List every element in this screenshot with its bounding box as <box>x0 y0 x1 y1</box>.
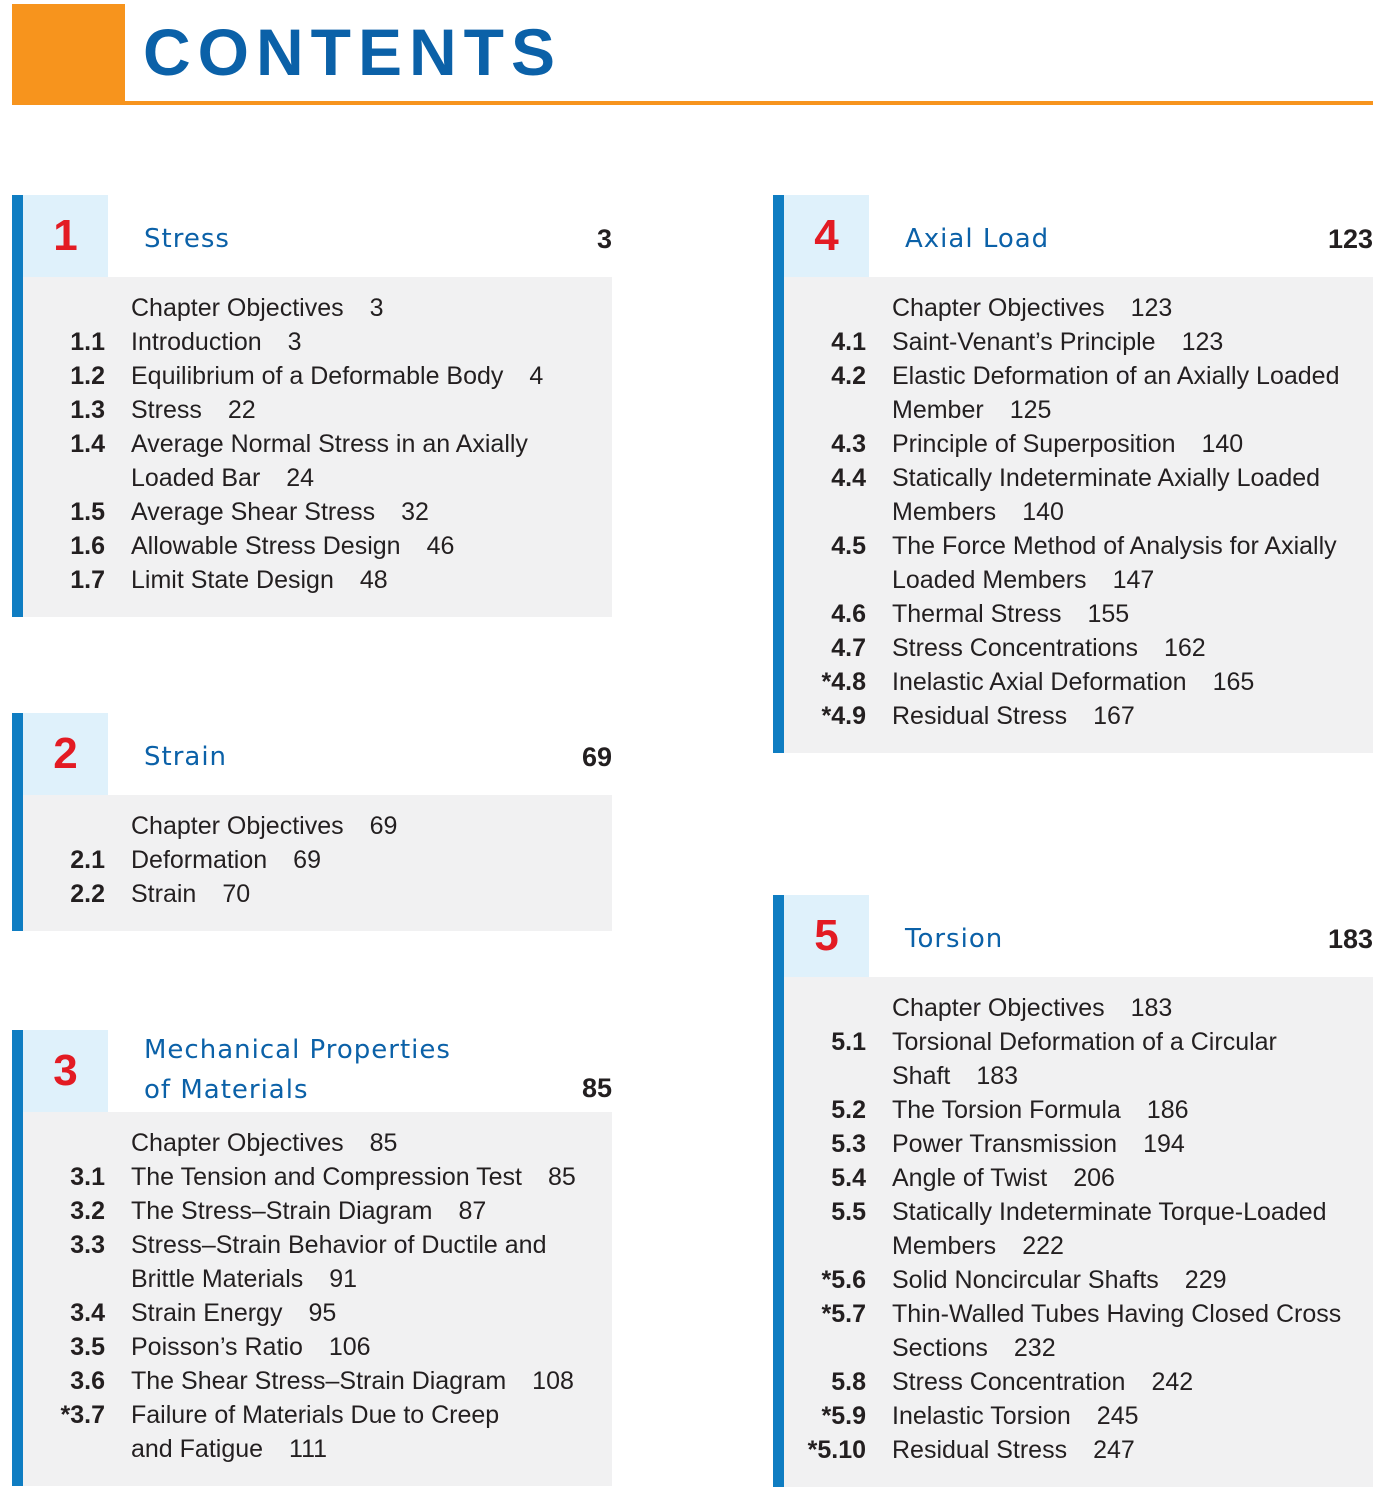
chapter-block-2 <box>12 713 612 931</box>
section-title <box>892 1161 1115 1195</box>
section-page-number: 222 <box>1022 1232 1064 1260</box>
chapter-blue-bar <box>773 895 784 1487</box>
chapter-sections-panel <box>784 277 1373 753</box>
chapter-title: Strain <box>144 742 228 772</box>
section-title-text: Chapter Objectives <box>131 294 344 322</box>
section-number: 4.5 <box>831 532 866 560</box>
chapter-title: Stress <box>144 224 230 254</box>
section-number: 3.3 <box>70 1231 105 1259</box>
section-number: 5.8 <box>831 1368 866 1396</box>
section-title <box>892 631 1206 665</box>
section-number: 3.6 <box>70 1367 105 1395</box>
toc-entry-objectives[interactable] <box>784 291 1373 325</box>
section-page-number: 140 <box>1022 498 1064 526</box>
section-number: *5.6 <box>821 1266 866 1294</box>
section-page-number: 229 <box>1184 1266 1227 1294</box>
toc-entry[interactable] <box>784 529 1373 597</box>
section-number: 4.1 <box>831 328 866 356</box>
section-page-number: 167 <box>1093 702 1135 730</box>
section-title <box>131 427 528 461</box>
section-number: 5.3 <box>831 1130 866 1158</box>
section-number: *4.9 <box>821 702 866 730</box>
section-title <box>131 291 384 325</box>
section-page-number: 242 <box>1151 1368 1194 1396</box>
section-title-text: Deformation <box>131 846 268 874</box>
section-title-text: Stress–Strain Behavior of Ductile and <box>131 1231 547 1259</box>
chapter-blue-bar <box>12 1030 23 1486</box>
chapter-title: Torsion <box>905 924 1004 954</box>
toc-entry[interactable] <box>784 359 1373 427</box>
section-title <box>131 1262 357 1296</box>
section-page-number: 183 <box>1130 994 1173 1022</box>
section-title-text: Statically Indeterminate Axially Loaded <box>892 464 1321 492</box>
section-title-text: Shaft <box>892 1062 951 1090</box>
section-page-number: 4 <box>529 362 544 390</box>
chapter-number: 3 <box>53 1046 78 1095</box>
chapter-number: 1 <box>53 211 78 260</box>
section-title-text: Statically Indeterminate Torque-Loaded <box>892 1198 1327 1226</box>
toc-entry[interactable] <box>23 393 612 427</box>
chapter-page-number: 123 <box>1327 224 1373 254</box>
section-page-number: 3 <box>287 328 302 356</box>
section-number: *3.7 <box>60 1401 105 1429</box>
toc-entry[interactable] <box>23 1398 612 1466</box>
toc-entry[interactable] <box>784 1127 1373 1161</box>
toc-entry[interactable] <box>784 1263 1373 1297</box>
section-title-text: Chapter Objectives <box>131 812 344 840</box>
section-title-text: Stress Concentration <box>892 1368 1126 1396</box>
section-page-number: 69 <box>293 846 321 874</box>
section-title-text: The Tension and Compression Test <box>131 1163 522 1191</box>
section-page-number: 155 <box>1087 600 1130 628</box>
section-page-number: 106 <box>328 1333 371 1361</box>
section-title <box>892 461 1320 495</box>
section-number: 1.5 <box>70 498 105 526</box>
section-page-number: 111 <box>289 1435 328 1463</box>
section-title-text: Stress <box>131 396 202 424</box>
chapter-blue-bar <box>773 195 784 753</box>
toc-entry-objectives[interactable] <box>23 1126 612 1160</box>
chapter-block-5 <box>773 895 1373 1487</box>
chapter-page-number: 69 <box>581 742 612 772</box>
section-title-text: Chapter Objectives <box>892 994 1105 1022</box>
section-page-number: 24 <box>286 464 315 492</box>
section-page-number: 87 <box>458 1197 487 1225</box>
section-title <box>131 877 250 911</box>
section-title-text: Limit State Design <box>131 566 334 594</box>
chapter-block-3 <box>12 1030 612 1486</box>
chapter-block-4 <box>773 195 1373 753</box>
section-page-number: 147 <box>1112 566 1155 594</box>
section-page-number: 247 <box>1093 1436 1135 1464</box>
chapter-sections-panel <box>23 1112 612 1486</box>
section-title <box>892 359 1339 393</box>
toc-entry[interactable] <box>23 563 612 597</box>
toc-entry[interactable] <box>23 427 612 495</box>
section-page-number: 85 <box>369 1129 398 1157</box>
section-number: 1.7 <box>70 566 105 594</box>
toc-entry[interactable] <box>784 1399 1373 1433</box>
section-number: 4.7 <box>831 634 866 662</box>
section-title <box>892 1195 1327 1229</box>
section-title <box>131 461 314 495</box>
section-title-text: Inelastic Torsion <box>892 1402 1071 1430</box>
section-number: *5.10 <box>807 1436 866 1464</box>
section-page-number: 70 <box>222 880 251 908</box>
section-title <box>131 1330 371 1364</box>
section-title-text: Chapter Objectives <box>131 1129 344 1157</box>
chapter-block-1 <box>12 195 612 617</box>
section-title <box>892 1127 1185 1161</box>
section-page-number: 162 <box>1163 634 1206 662</box>
section-number: 3.2 <box>70 1197 105 1225</box>
section-title-text: Strain <box>131 880 197 908</box>
chapter-number: 5 <box>814 911 839 960</box>
section-title <box>892 495 1064 529</box>
toc-entry[interactable] <box>784 1161 1373 1195</box>
section-number: 1.6 <box>70 532 105 560</box>
section-title <box>892 1059 1018 1093</box>
section-title-text: Angle of Twist <box>892 1164 1048 1192</box>
toc-entry[interactable] <box>23 877 612 911</box>
section-title-text: Torsional Deformation of a Circular <box>892 1028 1277 1056</box>
section-title-text: Members <box>892 1232 997 1260</box>
section-title-text: Average Normal Stress in an Axially <box>131 430 528 458</box>
section-title-text: Poisson’s Ratio <box>131 1333 303 1361</box>
toc-entry-objectives[interactable] <box>23 291 612 325</box>
section-title <box>131 809 397 843</box>
section-page-number: 245 <box>1096 1402 1139 1430</box>
chapter-page-number: 3 <box>596 224 612 254</box>
section-page-number: 206 <box>1073 1164 1115 1192</box>
section-number: 5.5 <box>831 1198 866 1226</box>
section-title-text: Loaded Bar <box>131 464 261 492</box>
toc-entry[interactable] <box>23 359 612 393</box>
section-title <box>892 563 1154 597</box>
toc-entry[interactable] <box>784 1365 1373 1399</box>
section-title-text: Introduction <box>131 328 262 356</box>
page-title: CONTENTS <box>143 15 562 89</box>
toc-entry[interactable] <box>23 1160 612 1194</box>
section-title <box>892 1433 1135 1467</box>
chapter-title: Axial Load <box>905 224 1050 254</box>
section-title <box>892 1331 1056 1365</box>
section-title-text: Average Shear Stress <box>131 498 376 526</box>
section-title <box>131 1194 486 1228</box>
section-title <box>892 699 1135 733</box>
section-title-text: Loaded Members <box>892 566 1087 594</box>
section-title <box>892 1297 1341 1331</box>
section-title-text: Saint-Venant’s Principle <box>892 328 1156 356</box>
section-title-text: The Torsion Formula <box>892 1096 1121 1124</box>
section-title <box>892 665 1254 699</box>
section-title-text: Stress Concentrations <box>892 634 1138 662</box>
section-page-number: 186 <box>1146 1096 1189 1124</box>
chapter-blue-bar <box>12 195 23 617</box>
section-title-text: Thermal Stress <box>892 600 1062 628</box>
section-title-text: Members <box>892 498 997 526</box>
chapter-page-number: 183 <box>1327 924 1373 954</box>
section-page-number: 123 <box>1181 328 1224 356</box>
section-number: 4.4 <box>831 464 866 492</box>
chapter-title: of Materials <box>144 1075 309 1105</box>
chapter-blue-bar <box>12 713 23 931</box>
section-title-text: Principle of Superposition <box>892 430 1176 458</box>
section-title <box>131 393 256 427</box>
section-page-number: 232 <box>1013 1334 1056 1362</box>
section-title <box>892 393 1051 427</box>
section-title <box>892 1229 1064 1263</box>
section-number: 5.4 <box>831 1164 866 1192</box>
toc-entry[interactable] <box>23 529 612 563</box>
section-number: 1.2 <box>70 362 105 390</box>
section-title <box>892 427 1243 461</box>
toc-entry[interactable] <box>23 1364 612 1398</box>
chapter-number: 4 <box>814 211 839 260</box>
section-page-number: 123 <box>1130 294 1173 322</box>
section-title-text: Solid Noncircular Shafts <box>892 1266 1159 1294</box>
section-title <box>892 1263 1227 1297</box>
section-page-number: 125 <box>1009 396 1052 424</box>
section-page-number: 108 <box>532 1367 574 1395</box>
section-title <box>131 1364 574 1398</box>
section-title-text: Failure of Materials Due to Creep <box>131 1401 500 1429</box>
section-page-number: 140 <box>1201 430 1244 458</box>
toc-entry[interactable] <box>784 665 1373 699</box>
section-title-text: Inelastic Axial Deformation <box>892 668 1187 696</box>
section-number: 3.4 <box>70 1299 105 1327</box>
section-page-number: 46 <box>426 532 455 560</box>
section-title-text: Sections <box>892 1334 988 1362</box>
header-orange-block <box>12 4 125 105</box>
section-number: 4.6 <box>831 600 866 628</box>
section-title <box>131 1398 499 1432</box>
section-title <box>131 843 321 877</box>
section-page-number: 85 <box>547 1163 576 1191</box>
toc-entry[interactable] <box>23 1330 612 1364</box>
section-title-text: Equilibrium of a Deformable Body <box>131 362 504 390</box>
section-number: *5.7 <box>821 1300 866 1328</box>
section-title-text: Elastic Deformation of an Axially Loaded <box>892 362 1340 390</box>
toc-entry[interactable] <box>784 1297 1373 1365</box>
toc-entry[interactable] <box>23 325 612 359</box>
section-number: 4.3 <box>831 430 866 458</box>
chapter-title: Mechanical Properties <box>144 1035 451 1065</box>
section-title <box>892 325 1223 359</box>
toc-entry[interactable] <box>784 631 1373 665</box>
section-number: *5.9 <box>821 1402 866 1430</box>
chapter-sections-panel <box>784 977 1373 1487</box>
section-page-number: 183 <box>976 1062 1019 1090</box>
section-page-number: 22 <box>227 396 256 424</box>
section-number: 2.2 <box>70 880 105 908</box>
section-title-text: Residual Stress <box>892 702 1068 730</box>
toc-entry[interactable] <box>23 843 612 877</box>
section-page-number: 3 <box>369 294 384 322</box>
section-title-text: Brittle Materials <box>131 1265 304 1293</box>
toc-entry-objectives[interactable] <box>784 991 1373 1025</box>
section-title-text: Member <box>892 396 984 424</box>
section-title <box>892 991 1172 1025</box>
section-title-text: Power Transmission <box>892 1130 1118 1158</box>
section-title-text: Allowable Stress Design <box>131 532 401 560</box>
section-page-number: 48 <box>359 566 388 594</box>
section-page-number: 165 <box>1212 668 1255 696</box>
toc-entry[interactable] <box>784 699 1373 733</box>
section-title <box>131 563 388 597</box>
section-page-number: 194 <box>1143 1130 1185 1158</box>
section-title <box>892 529 1337 563</box>
section-title <box>131 1160 576 1194</box>
toc-entry[interactable] <box>784 597 1373 631</box>
section-title-text: Residual Stress <box>892 1436 1068 1464</box>
header-orange-rule <box>12 101 1373 105</box>
section-number: 5.2 <box>831 1096 866 1124</box>
section-number: 2.1 <box>70 846 105 874</box>
section-title <box>892 1399 1139 1433</box>
toc-entry[interactable] <box>784 1433 1373 1467</box>
section-number: 5.1 <box>831 1028 866 1056</box>
section-title-text: and Fatigue <box>131 1435 264 1463</box>
section-page-number: 95 <box>308 1299 337 1327</box>
section-title <box>892 1093 1189 1127</box>
section-title <box>892 1025 1277 1059</box>
section-page-number: 32 <box>401 498 429 526</box>
section-title <box>131 495 429 529</box>
section-title <box>131 1296 336 1330</box>
toc-entry[interactable] <box>784 1093 1373 1127</box>
section-title <box>131 359 543 393</box>
toc-entry[interactable] <box>784 1025 1373 1093</box>
section-number: 4.2 <box>831 362 866 390</box>
chapter-page-number: 85 <box>581 1073 612 1103</box>
section-title <box>131 529 454 563</box>
section-number: 1.1 <box>70 328 105 356</box>
section-page-number: 91 <box>329 1265 358 1293</box>
section-title <box>892 291 1172 325</box>
toc-entry[interactable] <box>784 461 1373 529</box>
chapter-sections-panel <box>23 277 612 617</box>
section-title-text: The Shear Stress–Strain Diagram <box>131 1367 507 1395</box>
section-title <box>131 1126 397 1160</box>
section-title-text: Strain Energy <box>131 1299 283 1327</box>
toc-entry[interactable] <box>23 1194 612 1228</box>
section-title-text: Chapter Objectives <box>892 294 1105 322</box>
section-title <box>131 1228 547 1262</box>
toc-entry[interactable] <box>784 325 1373 359</box>
toc-entry-objectives[interactable] <box>23 809 612 843</box>
section-number: 3.1 <box>70 1163 105 1191</box>
section-title <box>131 1432 327 1466</box>
section-number: 3.5 <box>70 1333 105 1361</box>
section-title <box>892 1365 1193 1399</box>
toc-entry[interactable] <box>784 1195 1373 1263</box>
chapter-sections-panel <box>23 795 612 931</box>
section-number: 1.4 <box>70 430 105 458</box>
section-title <box>131 325 302 359</box>
section-title-text: Thin-Walled Tubes Having Closed Cross <box>892 1300 1342 1328</box>
section-number: *4.8 <box>821 668 866 696</box>
toc-entry[interactable] <box>23 495 612 529</box>
section-title-text: The Force Method of Analysis for Axially <box>892 532 1337 560</box>
chapter-number: 2 <box>53 729 78 778</box>
section-title <box>892 597 1129 631</box>
section-page-number: 69 <box>369 812 398 840</box>
toc-entry[interactable] <box>23 1228 612 1296</box>
toc-entry[interactable] <box>23 1296 612 1330</box>
toc-entry[interactable] <box>784 427 1373 461</box>
section-number: 1.3 <box>70 396 105 424</box>
section-title-text: The Stress–Strain Diagram <box>131 1197 433 1225</box>
